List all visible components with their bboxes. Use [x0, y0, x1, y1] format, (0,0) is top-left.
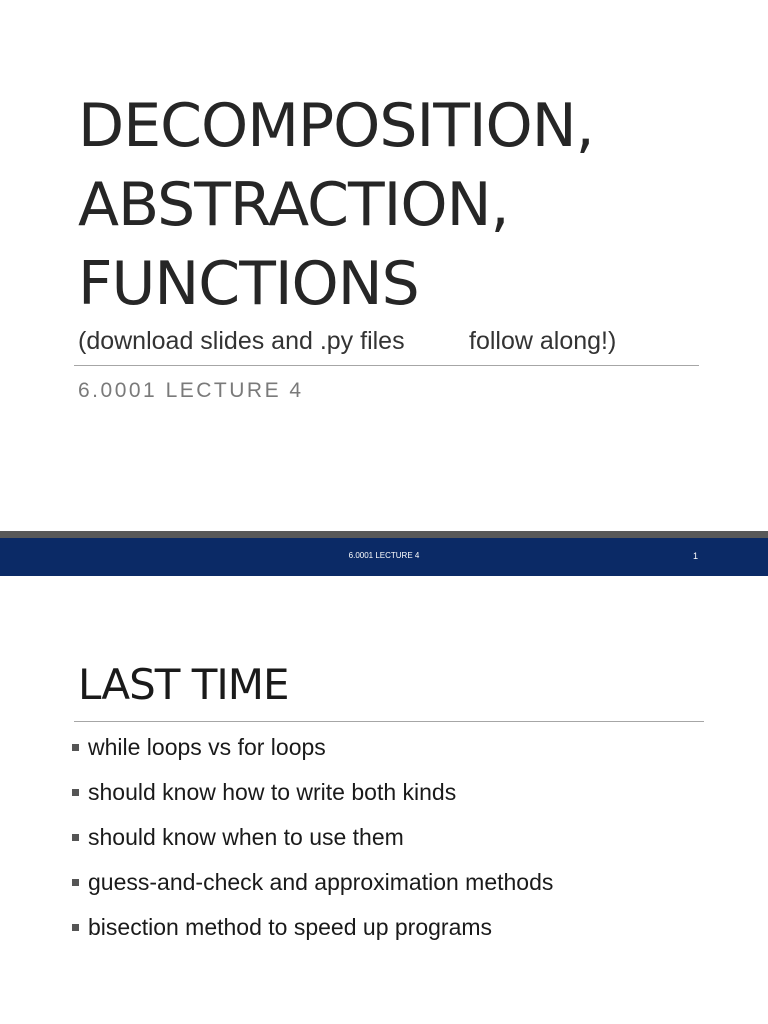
square-bullet-icon [72, 924, 79, 931]
bullet-text: bisection method to speed up programs [88, 914, 493, 940]
lecture-label: 6.0001 LECTURE 4 [78, 379, 304, 402]
bullet-text: while loops vs for loops [88, 734, 326, 760]
slide-footer [0, 538, 768, 576]
square-bullet-icon [72, 834, 79, 841]
title-line-2: ABSTRACTION, [78, 170, 509, 240]
footer-page-number: 1 [692, 551, 698, 561]
subtitle-download-text: (download slides and .py files [78, 327, 405, 355]
square-bullet-icon [72, 879, 79, 886]
content-slide [0, 576, 768, 1024]
bullet-text: should know when to use them [88, 824, 404, 850]
slide-subtitle [78, 327, 617, 356]
title-line-1: DECOMPOSITION, [78, 91, 594, 161]
title-divider [74, 721, 704, 722]
footer-accent-strip [0, 531, 768, 538]
title-divider [74, 365, 699, 366]
subtitle-follow-text: follow along!) [469, 327, 617, 355]
bullet-text: should know how to write both kinds [88, 779, 457, 805]
footer-lecture-text: 6.0001 LECTURE 4 [348, 551, 420, 560]
bullet-text: guess-and-check and approximation methods [88, 869, 554, 895]
square-bullet-icon [72, 744, 79, 751]
square-bullet-icon [72, 789, 79, 796]
title-line-3: FUNCTIONS [78, 249, 419, 319]
slide-title: LAST TIME [78, 660, 289, 709]
